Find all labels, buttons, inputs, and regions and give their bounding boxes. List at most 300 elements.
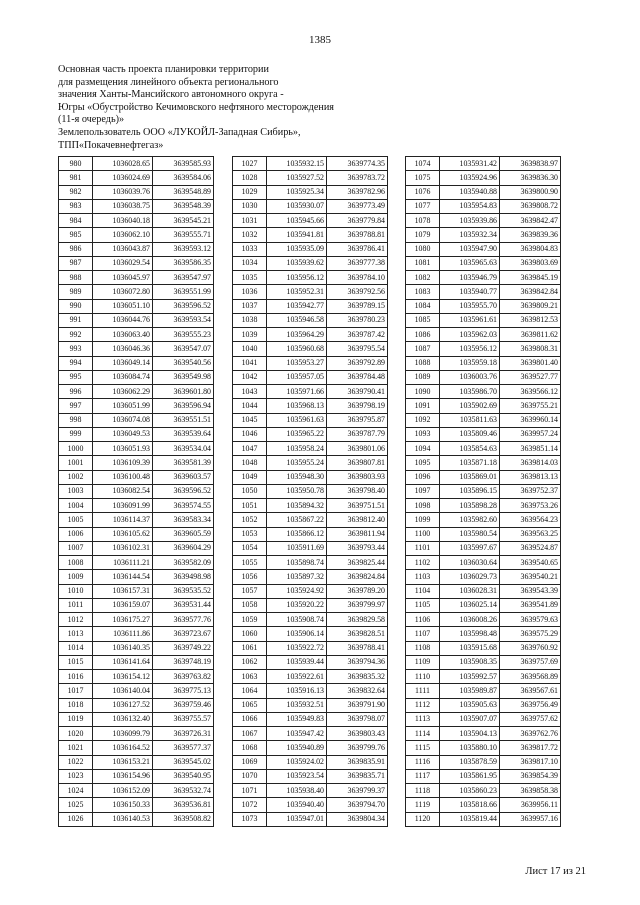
table-row	[406, 670, 561, 684]
point-number-cell: 1107	[406, 627, 440, 641]
point-number-cell: 1013	[59, 627, 93, 641]
table-row	[233, 527, 388, 541]
y-coordinate-cell: 3639568.89	[500, 670, 561, 684]
x-coordinate-cell: 1035939.86	[440, 214, 500, 228]
table-row	[406, 470, 561, 484]
x-coordinate-cell: 1035871.18	[440, 456, 500, 470]
x-coordinate-cell: 1036109.39	[93, 456, 153, 470]
table-row	[59, 570, 214, 584]
x-coordinate-cell: 1035818.66	[440, 798, 500, 812]
point-number-cell: 996	[59, 385, 93, 399]
y-coordinate-cell: 3639545.21	[153, 214, 214, 228]
point-number-cell: 981	[59, 171, 93, 185]
x-coordinate-cell: 1036028.31	[440, 584, 500, 598]
point-number-cell: 1086	[406, 328, 440, 342]
point-number-cell: 997	[59, 399, 93, 413]
x-coordinate-cell: 1035956.12	[440, 342, 500, 356]
point-number-cell: 1051	[233, 499, 267, 513]
point-number-cell: 1028	[233, 171, 267, 185]
table-row	[59, 385, 214, 399]
table-row	[59, 712, 214, 726]
y-coordinate-cell: 3639752.37	[500, 484, 561, 498]
x-coordinate-cell: 1036099.79	[93, 727, 153, 741]
y-coordinate-cell: 3639753.26	[500, 499, 561, 513]
x-coordinate-cell: 1036154.96	[93, 769, 153, 783]
y-coordinate-cell: 3639563.25	[500, 527, 561, 541]
y-coordinate-cell: 3639795.54	[327, 342, 388, 356]
point-number-cell: 994	[59, 356, 93, 370]
y-coordinate-cell: 3639762.76	[500, 727, 561, 741]
table-row	[233, 399, 388, 413]
point-number-cell: 989	[59, 285, 93, 299]
table-row	[59, 484, 214, 498]
y-coordinate-cell: 3639845.19	[500, 271, 561, 285]
x-coordinate-cell: 1035965.22	[267, 427, 327, 441]
y-coordinate-cell: 3639842.47	[500, 214, 561, 228]
x-coordinate-cell: 1035897.32	[267, 570, 327, 584]
y-coordinate-cell: 3639548.39	[153, 199, 214, 213]
x-coordinate-cell: 1035938.40	[267, 784, 327, 798]
point-number-cell: 1101	[406, 541, 440, 555]
x-coordinate-cell: 1035878.59	[440, 755, 500, 769]
x-coordinate-cell: 1036157.31	[93, 584, 153, 598]
x-coordinate-cell: 1035958.24	[267, 442, 327, 456]
y-coordinate-cell: 3639555.23	[153, 328, 214, 342]
point-number-cell: 1090	[406, 385, 440, 399]
point-number-cell: 1096	[406, 470, 440, 484]
x-coordinate-cell: 1035924.02	[267, 755, 327, 769]
y-coordinate-cell: 3639540.21	[500, 570, 561, 584]
point-number-cell: 1089	[406, 370, 440, 384]
y-coordinate-cell: 3639791.90	[327, 698, 388, 712]
table-row	[59, 784, 214, 798]
table-row	[233, 171, 388, 185]
y-coordinate-cell: 3639755.21	[500, 399, 561, 413]
x-coordinate-cell: 1035940.40	[267, 798, 327, 812]
point-number-cell: 1014	[59, 641, 93, 655]
y-coordinate-cell: 3639577.37	[153, 741, 214, 755]
table-row	[59, 427, 214, 441]
point-number-cell: 1080	[406, 242, 440, 256]
point-number-cell: 999	[59, 427, 93, 441]
point-number-cell: 993	[59, 342, 93, 356]
table-row	[59, 356, 214, 370]
table-row	[406, 299, 561, 313]
y-coordinate-cell: 3639811.62	[500, 328, 561, 342]
y-coordinate-cell: 3639596.52	[153, 299, 214, 313]
table-row	[233, 185, 388, 199]
point-number-cell: 1106	[406, 613, 440, 627]
point-number-cell: 1091	[406, 399, 440, 413]
point-number-cell: 1039	[233, 328, 267, 342]
table-row	[233, 570, 388, 584]
point-number-cell: 1002	[59, 470, 93, 484]
y-coordinate-cell: 3639574.55	[153, 499, 214, 513]
y-coordinate-cell: 3639586.35	[153, 256, 214, 270]
table-row	[59, 641, 214, 655]
header-line: значения Ханты-Мансийского автономного округа -	[58, 89, 284, 101]
x-coordinate-cell: 1036111.86	[93, 627, 153, 641]
point-number-cell: 1063	[233, 670, 267, 684]
table-row	[59, 755, 214, 769]
table-row	[233, 242, 388, 256]
x-coordinate-cell: 1036152.09	[93, 784, 153, 798]
y-coordinate-cell: 3639812.40	[327, 513, 388, 527]
y-coordinate-cell: 3639858.38	[500, 784, 561, 798]
point-number-cell: 1120	[406, 812, 440, 826]
table-row	[406, 399, 561, 413]
x-coordinate-cell: 1036038.75	[93, 199, 153, 213]
point-number-cell: 998	[59, 413, 93, 427]
x-coordinate-cell: 1036072.80	[93, 285, 153, 299]
table-row	[233, 342, 388, 356]
table-row	[59, 442, 214, 456]
table-row	[233, 256, 388, 270]
table-row	[233, 698, 388, 712]
x-coordinate-cell: 1036040.18	[93, 214, 153, 228]
x-coordinate-cell: 1035982.60	[440, 513, 500, 527]
y-coordinate-cell: 3639838.97	[500, 157, 561, 171]
table-row	[59, 584, 214, 598]
point-number-cell: 1019	[59, 712, 93, 726]
table-row	[233, 741, 388, 755]
point-number-cell: 1041	[233, 356, 267, 370]
table-row	[233, 584, 388, 598]
point-number-cell: 1105	[406, 598, 440, 612]
table-row	[59, 541, 214, 555]
x-coordinate-cell: 1035908.35	[440, 655, 500, 669]
y-coordinate-cell: 3639551.51	[153, 413, 214, 427]
point-number-cell: 1103	[406, 570, 440, 584]
table-row	[406, 784, 561, 798]
page-number: 1385	[309, 34, 331, 46]
table-row	[233, 456, 388, 470]
y-coordinate-cell: 3639777.38	[327, 256, 388, 270]
table-row	[406, 527, 561, 541]
table-row	[233, 613, 388, 627]
y-coordinate-cell: 3639577.76	[153, 613, 214, 627]
table-row	[59, 627, 214, 641]
y-coordinate-cell: 3639782.96	[327, 185, 388, 199]
header-line: Основная часть проекта планировки территории	[58, 64, 269, 75]
table-row	[406, 570, 561, 584]
point-number-cell: 1071	[233, 784, 267, 798]
x-coordinate-cell: 1036140.53	[93, 812, 153, 826]
x-coordinate-cell: 1035920.22	[267, 598, 327, 612]
x-coordinate-cell: 1035961.63	[267, 413, 327, 427]
table-row	[59, 299, 214, 313]
table-row	[59, 798, 214, 812]
point-number-cell: 1003	[59, 484, 93, 498]
table-row	[233, 370, 388, 384]
table-row	[59, 271, 214, 285]
table-row	[59, 157, 214, 171]
x-coordinate-cell: 1035964.29	[267, 328, 327, 342]
table-row	[406, 285, 561, 299]
point-number-cell: 1025	[59, 798, 93, 812]
y-coordinate-cell: 3639566.12	[500, 385, 561, 399]
point-number-cell: 1049	[233, 470, 267, 484]
y-coordinate-cell: 3639535.52	[153, 584, 214, 598]
y-coordinate-cell: 3639957.24	[500, 427, 561, 441]
point-number-cell: 1052	[233, 513, 267, 527]
y-coordinate-cell: 3639748.19	[153, 655, 214, 669]
y-coordinate-cell: 3639839.36	[500, 228, 561, 242]
point-number-cell: 1035	[233, 271, 267, 285]
table-row	[406, 271, 561, 285]
y-coordinate-cell: 3639508.82	[153, 812, 214, 826]
y-coordinate-cell: 3639581.39	[153, 456, 214, 470]
x-coordinate-cell: 1035904.13	[440, 727, 500, 741]
point-number-cell: 1029	[233, 185, 267, 199]
y-coordinate-cell: 3639803.69	[500, 256, 561, 270]
table-row	[406, 712, 561, 726]
x-coordinate-cell: 1036082.54	[93, 484, 153, 498]
x-coordinate-cell: 1036062.29	[93, 385, 153, 399]
y-coordinate-cell: 3639583.34	[153, 513, 214, 527]
y-coordinate-cell: 3639798.19	[327, 399, 388, 413]
point-number-cell: 1114	[406, 727, 440, 741]
table-row	[59, 527, 214, 541]
x-coordinate-cell: 1035932.34	[440, 228, 500, 242]
table-row	[406, 484, 561, 498]
table-row	[59, 214, 214, 228]
y-coordinate-cell: 3639751.51	[327, 499, 388, 513]
point-number-cell: 1059	[233, 613, 267, 627]
point-number-cell: 1008	[59, 556, 93, 570]
x-coordinate-cell: 1036127.52	[93, 698, 153, 712]
table-row	[406, 556, 561, 570]
x-coordinate-cell: 1036051.93	[93, 442, 153, 456]
table-row	[406, 727, 561, 741]
document-header	[58, 64, 388, 152]
table-row	[406, 584, 561, 598]
x-coordinate-cell: 1036039.76	[93, 185, 153, 199]
point-number-cell: 1042	[233, 370, 267, 384]
y-coordinate-cell: 3639582.09	[153, 556, 214, 570]
table-row	[406, 228, 561, 242]
y-coordinate-cell: 3639794.70	[327, 798, 388, 812]
x-coordinate-cell: 1036049.14	[93, 356, 153, 370]
table-row	[59, 513, 214, 527]
table-row	[233, 442, 388, 456]
x-coordinate-cell: 1036164.52	[93, 741, 153, 755]
table-row	[59, 242, 214, 256]
point-number-cell: 1062	[233, 655, 267, 669]
table-row	[233, 556, 388, 570]
table-row	[233, 427, 388, 441]
y-coordinate-cell: 3639757.62	[500, 712, 561, 726]
point-number-cell: 988	[59, 271, 93, 285]
y-coordinate-cell: 3639790.41	[327, 385, 388, 399]
point-number-cell: 991	[59, 313, 93, 327]
point-number-cell: 1070	[233, 769, 267, 783]
point-number-cell: 1093	[406, 427, 440, 441]
table-row	[233, 627, 388, 641]
y-coordinate-cell: 3639798.40	[327, 484, 388, 498]
table-row	[59, 727, 214, 741]
table-row	[233, 271, 388, 285]
table-row	[406, 499, 561, 513]
x-coordinate-cell: 1036153.21	[93, 755, 153, 769]
table-row	[406, 655, 561, 669]
point-number-cell: 1082	[406, 271, 440, 285]
y-coordinate-cell: 3639817.72	[500, 741, 561, 755]
table-row	[406, 157, 561, 171]
y-coordinate-cell: 3639788.41	[327, 641, 388, 655]
x-coordinate-cell: 1036029.73	[440, 570, 500, 584]
point-number-cell: 1006	[59, 527, 93, 541]
x-coordinate-cell: 1036063.40	[93, 328, 153, 342]
point-number-cell: 1072	[233, 798, 267, 812]
coordinates-table-2	[232, 156, 388, 827]
table-row	[59, 556, 214, 570]
x-coordinate-cell: 1035980.54	[440, 527, 500, 541]
table-row	[59, 228, 214, 242]
x-coordinate-cell: 1036132.40	[93, 712, 153, 726]
y-coordinate-cell: 3639763.82	[153, 670, 214, 684]
point-number-cell: 1095	[406, 456, 440, 470]
point-number-cell: 1092	[406, 413, 440, 427]
x-coordinate-cell: 1036114.37	[93, 513, 153, 527]
point-number-cell: 1050	[233, 484, 267, 498]
y-coordinate-cell: 3639842.84	[500, 285, 561, 299]
y-coordinate-cell: 3639547.97	[153, 271, 214, 285]
y-coordinate-cell: 3639817.10	[500, 755, 561, 769]
y-coordinate-cell: 3639812.53	[500, 313, 561, 327]
x-coordinate-cell: 1035939.62	[267, 256, 327, 270]
table-row	[233, 755, 388, 769]
y-coordinate-cell: 3639593.12	[153, 242, 214, 256]
table-row	[406, 442, 561, 456]
x-coordinate-cell: 1035907.07	[440, 712, 500, 726]
point-number-cell: 995	[59, 370, 93, 384]
point-number-cell: 1034	[233, 256, 267, 270]
coordinates-table-3	[405, 156, 561, 827]
table-row	[59, 313, 214, 327]
x-coordinate-cell: 1035902.69	[440, 399, 500, 413]
point-number-cell: 1060	[233, 627, 267, 641]
y-coordinate-cell: 3639723.67	[153, 627, 214, 641]
x-coordinate-cell: 1035906.14	[267, 627, 327, 641]
table-row	[406, 427, 561, 441]
y-coordinate-cell: 3639584.06	[153, 171, 214, 185]
table-row	[406, 356, 561, 370]
table-row	[59, 670, 214, 684]
y-coordinate-cell: 3639808.72	[500, 199, 561, 213]
x-coordinate-cell: 1036084.74	[93, 370, 153, 384]
y-coordinate-cell: 3639756.49	[500, 698, 561, 712]
point-number-cell: 1099	[406, 513, 440, 527]
x-coordinate-cell: 1035957.05	[267, 370, 327, 384]
table-row	[406, 313, 561, 327]
point-number-cell: 1021	[59, 741, 93, 755]
y-coordinate-cell: 3639596.52	[153, 484, 214, 498]
y-coordinate-cell: 3639532.74	[153, 784, 214, 798]
table-row	[406, 812, 561, 826]
y-coordinate-cell: 3639498.98	[153, 570, 214, 584]
table-row	[59, 598, 214, 612]
x-coordinate-cell: 1036150.33	[93, 798, 153, 812]
x-coordinate-cell: 1035924.96	[440, 171, 500, 185]
x-coordinate-cell: 1035947.42	[267, 727, 327, 741]
table-row	[59, 370, 214, 384]
y-coordinate-cell: 3639775.13	[153, 684, 214, 698]
x-coordinate-cell: 1035940.77	[440, 285, 500, 299]
y-coordinate-cell: 3639799.76	[327, 741, 388, 755]
y-coordinate-cell: 3639807.81	[327, 456, 388, 470]
y-coordinate-cell: 3639835.91	[327, 755, 388, 769]
y-coordinate-cell: 3639575.29	[500, 627, 561, 641]
table-row	[406, 684, 561, 698]
x-coordinate-cell: 1035867.22	[267, 513, 327, 527]
x-coordinate-cell: 1035962.03	[440, 328, 500, 342]
y-coordinate-cell: 3639788.81	[327, 228, 388, 242]
x-coordinate-cell: 1035898.74	[267, 556, 327, 570]
point-number-cell: 1087	[406, 342, 440, 356]
table-row	[406, 256, 561, 270]
table-row	[59, 328, 214, 342]
table-row	[59, 199, 214, 213]
point-number-cell: 1104	[406, 584, 440, 598]
table-row	[233, 513, 388, 527]
table-row	[233, 798, 388, 812]
x-coordinate-cell: 1035950.78	[267, 484, 327, 498]
point-number-cell: 1076	[406, 185, 440, 199]
x-coordinate-cell: 1035932.15	[267, 157, 327, 171]
point-number-cell: 1117	[406, 769, 440, 783]
x-coordinate-cell: 1036024.69	[93, 171, 153, 185]
y-coordinate-cell: 3639760.92	[500, 641, 561, 655]
y-coordinate-cell: 3639829.58	[327, 613, 388, 627]
y-coordinate-cell: 3639780.23	[327, 313, 388, 327]
point-number-cell: 1073	[233, 812, 267, 826]
x-coordinate-cell: 1036051.10	[93, 299, 153, 313]
table-row	[406, 328, 561, 342]
point-number-cell: 1108	[406, 641, 440, 655]
point-number-cell: 1058	[233, 598, 267, 612]
x-coordinate-cell: 1035923.54	[267, 769, 327, 783]
point-number-cell: 1023	[59, 769, 93, 783]
point-number-cell: 1065	[233, 698, 267, 712]
x-coordinate-cell: 1035908.74	[267, 613, 327, 627]
point-number-cell: 1053	[233, 527, 267, 541]
header-line: (11-я очередь)»	[58, 114, 125, 126]
y-coordinate-cell: 3639548.89	[153, 185, 214, 199]
x-coordinate-cell: 1035947.90	[440, 242, 500, 256]
x-coordinate-cell: 1035968.13	[267, 399, 327, 413]
y-coordinate-cell: 3639795.87	[327, 413, 388, 427]
x-coordinate-cell: 1035955.24	[267, 456, 327, 470]
table-row	[233, 484, 388, 498]
y-coordinate-cell: 3639755.57	[153, 712, 214, 726]
table-row	[406, 598, 561, 612]
x-coordinate-cell: 1035861.95	[440, 769, 500, 783]
x-coordinate-cell: 1035954.83	[440, 199, 500, 213]
point-number-cell: 1055	[233, 556, 267, 570]
x-coordinate-cell: 1035915.68	[440, 641, 500, 655]
y-coordinate-cell: 3639798.07	[327, 712, 388, 726]
table-row	[59, 698, 214, 712]
y-coordinate-cell: 3639803.43	[327, 727, 388, 741]
x-coordinate-cell: 1035948.30	[267, 470, 327, 484]
point-number-cell: 1038	[233, 313, 267, 327]
point-number-cell: 1047	[233, 442, 267, 456]
table-row	[59, 399, 214, 413]
table-row	[406, 185, 561, 199]
table-row	[59, 171, 214, 185]
y-coordinate-cell: 3639539.64	[153, 427, 214, 441]
